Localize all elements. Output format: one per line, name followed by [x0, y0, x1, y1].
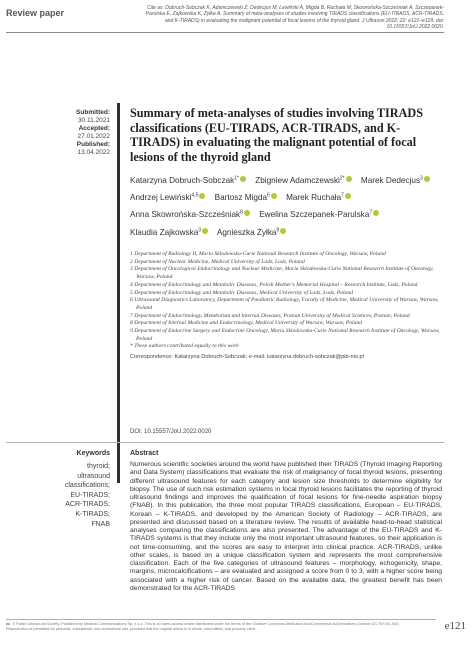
header-label: Review paper: [6, 8, 65, 18]
keywords-list: [6, 462, 110, 529]
author[interactable]: [217, 228, 286, 237]
author-sup: 7: [369, 209, 373, 216]
author-name: Marek Dedecjus: [360, 175, 421, 185]
orcid-icon[interactable]: [244, 210, 250, 216]
orcid-icon[interactable]: [346, 176, 352, 182]
author[interactable]: [255, 176, 351, 185]
orcid-icon[interactable]: [271, 193, 277, 199]
abstract-text: Numerous scientific societies around the world have published their TIRADS (Thyroid Imaging Reporting and Data System) classifications that evaluate the risk of malignancy of focal thyroid lesions, presenting different ultrasound features for each category and lesion size thresholds to determine eligibility for biopsy. The use of such risk estimation systems in focal thyroid lesions facilitates the reporting of thyroid ultrasound findings and improves the qualification of focal lesions for fine-needle aspiration biopsy (FNAB). In this publication, the three most popular TIRADS classifications, European – EU-TIRADS, Korean – K-TIRADS, and developed by the American Society of Radiology – ACR-TIRADS, are presented and discussed based on a literature review. The results of available head-to-head statistical analyses comparing the classifications are also presented. The advantage of the EU-TIRADS and K-TIRADS systems is that they include only the most important ultrasound features, so their application is not time-consuming, and the scores are easy to interpret into clinical practice. ACR-TIRADS, unlike other scales, is based on a unique classification system and represents the most comprehensive classification. Each of the five categories of ultrasound features – morphology, echogenicity, shape, margins, microcalcifications – are evaluated and assigned a score from 0 to 3, with a higher score being associated with a higher risk of cancer. Based on the available data, the greatest benefit has been demonstrated for the ACR-TIRADS: [130, 461, 442, 592]
license-footer: [6, 622, 422, 632]
author-sup: 6: [267, 192, 270, 199]
author-name: Agnieszka Żyłka: [216, 227, 277, 237]
author-name: Zbigniew Adamczewski: [255, 175, 340, 185]
orcid-icon[interactable]: [373, 210, 379, 216]
author[interactable]: [130, 176, 246, 185]
orcid-icon[interactable]: [199, 193, 205, 199]
abstract-body: [130, 461, 442, 618]
orcid-icon[interactable]: [424, 176, 430, 182]
citation: [138, 5, 444, 30]
keyword: FNAB: [91, 520, 110, 528]
author-sup: 8: [240, 209, 243, 216]
published-label: Published:: [76, 141, 110, 149]
keyword: K-TIRADS;: [75, 510, 110, 518]
author[interactable]: [130, 228, 208, 237]
accepted-date: 27.01.2022: [77, 133, 110, 141]
accepted-label: Accepted:: [78, 125, 110, 133]
affiliation: 7 Department of Endocrinology, Metabolism and Internal Diseases, Poznan University of Medical Sciences, Poznan, Poland: [130, 312, 410, 319]
orcid-icon[interactable]: [345, 193, 351, 199]
header-divider: [6, 32, 444, 33]
author[interactable]: [215, 193, 277, 202]
affiliation: 5 Department of Endocrinology and Metabolic Diseases, Medical University of Lodz, Lodz, Poland: [130, 289, 353, 296]
footer-divider: [6, 619, 436, 620]
keywords-heading: Keywords: [76, 450, 110, 457]
affiliations: [130, 251, 440, 362]
author-sup: 7: [341, 192, 344, 199]
author-name: Ewelina Szczepanek-Parulska: [259, 210, 370, 220]
article-dates: [6, 109, 110, 158]
keyword: classifications;: [64, 482, 110, 490]
author-sup: 9: [276, 226, 280, 233]
keyword: thyroid;: [87, 463, 110, 470]
page-number: e121: [444, 620, 466, 632]
affiliation: 4 Department of Endocrinology and Metabolic Diseases, Polish Mother's Memorial Hospital – Research Institute, Lodz, Poland: [130, 281, 418, 288]
author-name: Katarzyna Dobruch-Sobczak: [130, 175, 235, 185]
submitted-label: Submitted:: [76, 109, 110, 116]
affiliation: 3 Department of Oncological Endocrinology and Nuclear Medicine, Maria Sklodowska-Curie National Research Institute of Oncology, Warsaw, Poland: [130, 266, 434, 281]
affiliation: 2 Department of Nuclear Medicine, Medical University of Lodz, Lodz, Poland: [130, 258, 305, 265]
author-name: Bartosz Migda: [214, 193, 268, 203]
author[interactable]: [130, 193, 205, 202]
author-list: [130, 171, 442, 240]
affiliation: 1 Department of Radiology II, Maria Sklodowska-Curie National Research Institute of Oncology, Warsaw, Poland: [130, 251, 386, 257]
affiliation: 6 Ultrasound Diagnostics Laboratory, Department of Paediatric Radiology, Faculty of Medicine, Medical University of Warsaw, Warsaw, Poland: [130, 297, 439, 311]
keyword: EU-TIRADS;: [70, 491, 110, 499]
author[interactable]: [130, 210, 250, 219]
author-sup: 1*: [234, 175, 239, 181]
affiliation: 9 Department of Endocrine Surgery and Endocrine Oncology, Maria Sklodowska-Curie National Research Institute of Oncology, Warsaw, Poland: [130, 328, 440, 342]
cc-license-icon: cc: [6, 622, 11, 626]
citation-text[interactable]: Dobruch-Sobczak K, Adamczewski Z, Dedecjus M, Lewiński A, Migda B, Ruchała M, Skowrońska-Szcześniak A, Szczepanek-Parulska E, Zajkowska K, Żyłka A. Summary of meta-analyses of studies involving TIRADS classifications (EU-TIRADS, ACR-TIRADS, and K-TIRADS) in evaluating the malignant potential of focal lesions of the thyroid gland. J Ultrason 2022; 22: e121–e129. doi: 10.15557/JoU.2022.0020.: [145, 5, 444, 30]
keyword: ACR-TIRADS;: [65, 501, 110, 509]
author-sup: 3: [198, 226, 202, 233]
article-title: Summary of meta-analyses of studies involving TIRADS classifications (EU-TIRADS, ACR-TIRADS, and K-TIRADS) in evaluating the malignant potential of focal lesions of the thyroid gland: [130, 106, 423, 164]
author[interactable]: [259, 210, 379, 219]
section-divider: [6, 442, 444, 443]
submitted-date: 30.11.2021: [77, 117, 110, 125]
keyword: ultrasound: [77, 472, 110, 480]
section-bar: [117, 103, 120, 483]
author-sup: 4,5: [191, 192, 199, 199]
author-name: Anna Skowrońska-Szcześniak: [130, 210, 241, 220]
abstract-heading: Abstract: [130, 450, 159, 457]
orcid-icon[interactable]: [280, 228, 286, 234]
license-text: © Polish Ultrasound Society. Published by Medical Communications Sp. z o.o. This is an open-access article distributed under the terms of the Creative Commons Attribution-NonCommercial-NoDerivatives License (CC BY-NC-ND). Reproduction is permitted for personal, educational, non-commercial use, provided that the original article is in whole, unmodified, and properly cited.: [6, 622, 400, 631]
orcid-icon[interactable]: [240, 176, 246, 182]
correspondence[interactable]: Correspondence: Katarzyna Dobruch-Sobczak; e-mail: katarzyna.dobruch-sobczak@pib-nio.pl: [130, 354, 364, 361]
orcid-icon[interactable]: [202, 228, 208, 234]
author[interactable]: [361, 176, 430, 185]
affiliation: 8 Department of Internal Medicine and Endocrinology, Medical University of Warsaw, Warsaw, Poland: [130, 320, 362, 327]
published-date: 13.04.2022: [77, 149, 110, 157]
author-name: Klaudia Zajkowska: [130, 227, 199, 237]
author[interactable]: [286, 193, 351, 202]
author-sup: 3: [420, 175, 423, 181]
author-name: Andrzej Lewiński: [130, 193, 192, 203]
equal-contribution-note: * These authors contributed equally to this work: [130, 343, 239, 350]
doi[interactable]: DOI: 10.15557/JoU.2022.0020: [130, 429, 212, 435]
author-sup: 2*: [339, 175, 345, 181]
author-name: Marek Ruchała: [286, 193, 342, 203]
cite-label: Cite as:: [146, 5, 164, 11]
